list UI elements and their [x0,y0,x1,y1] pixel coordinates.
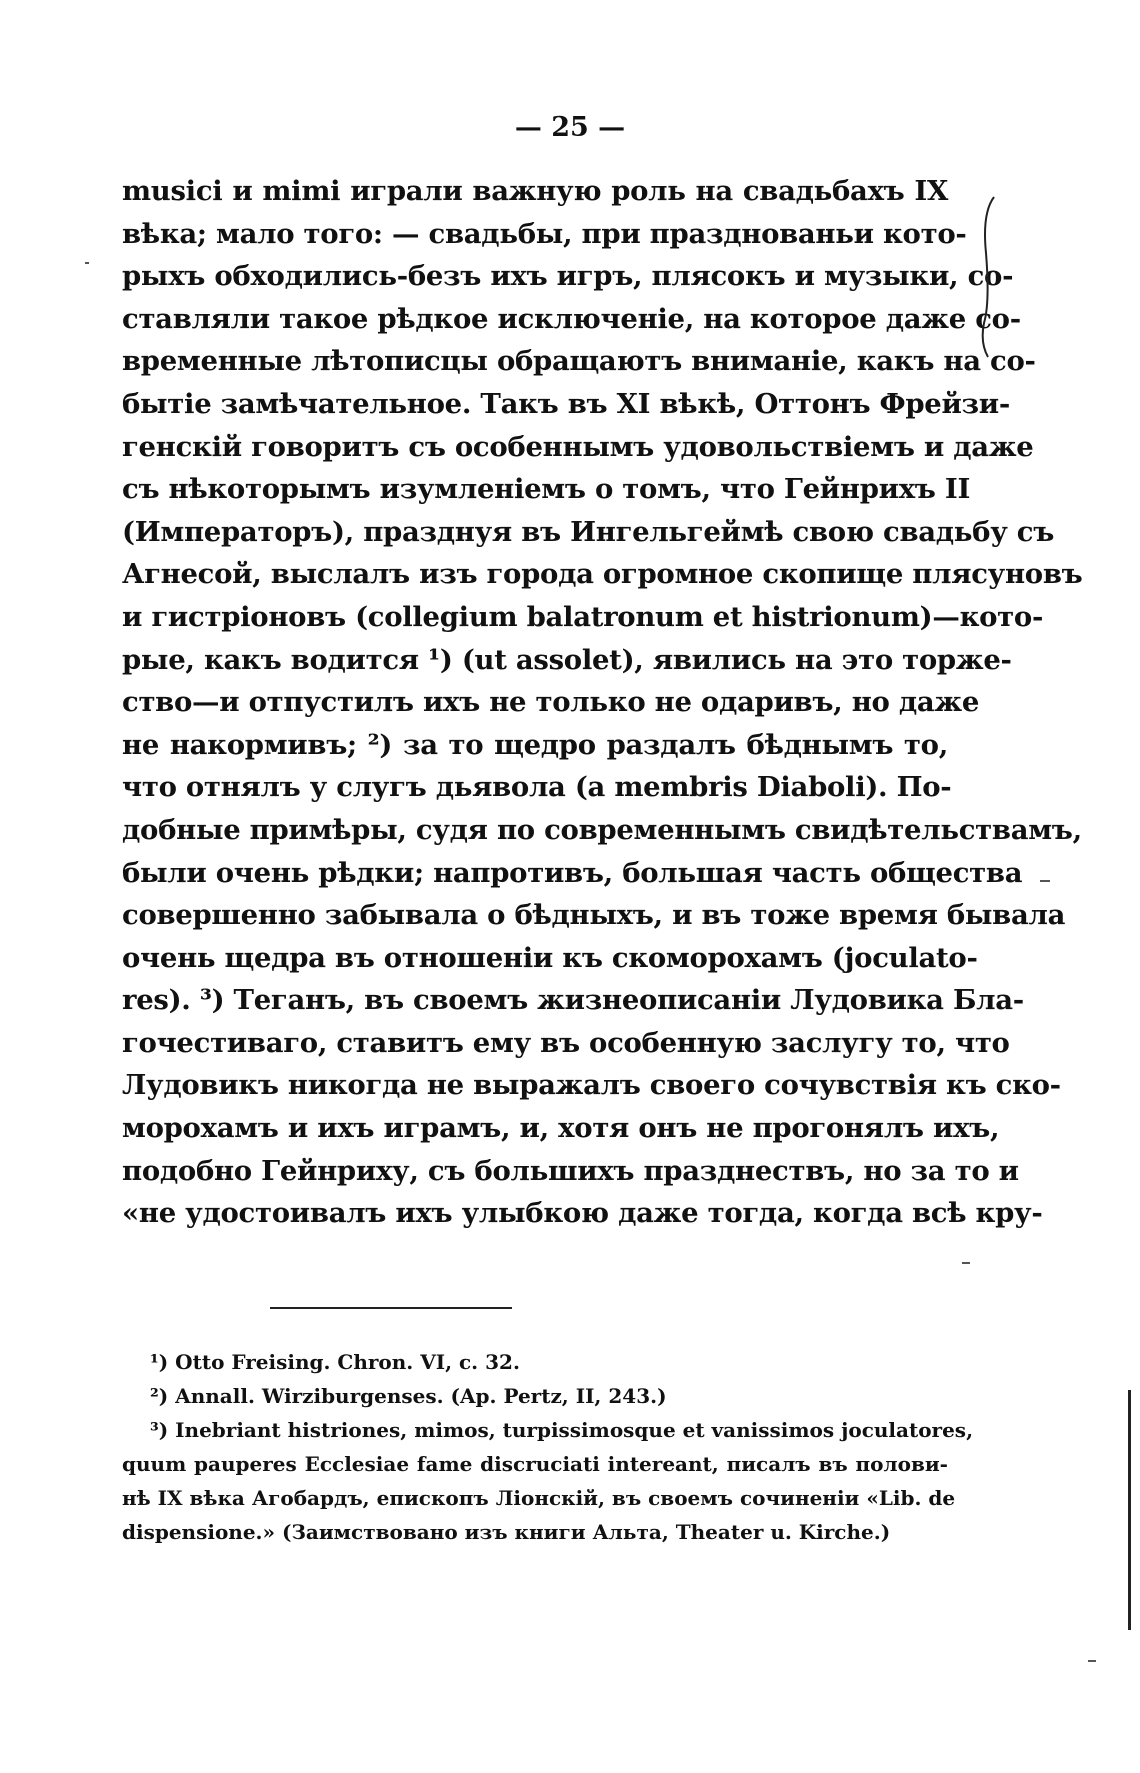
footnote-2: ²) Annall. Wirziburgenses. (Ap. Pertz, II, 243.) [150,1384,667,1408]
body-line: очень щедра въ отношенiи къ скоморохамъ (joculato- [122,941,978,974]
body-line: не накормивъ; ²) за то щедро раздалъ бѣднымъ то, [122,728,948,761]
margin-tick-mark [1040,880,1050,882]
body-text [122,170,1083,1235]
body-line: временные лѣтописцы обращаютъ вниманiе, какъ на со- [122,345,1036,378]
margin-tick-mark [962,1262,970,1264]
body-line: были очень рѣдки; напротивъ, большая часть общества [122,856,1023,889]
footnote-1: ¹) Otto Freising. Chron. VI, c. 32. [150,1350,520,1374]
body-line: Лудовикъ никогда не выражалъ своего сочувствiя къ ско- [122,1069,1061,1102]
body-line: что отнялъ у слугъ дьявола (a membris Diaboli). По- [122,771,952,804]
footnote-3-continued: нѣ IX вѣка Агобардъ, епископъ Лiонскiй, въ своемъ сочиненiи «Lib. de [122,1486,956,1510]
footnote-separator-rule [270,1307,512,1309]
body-line: морохамъ и ихъ играмъ, и, хотя онъ не прогонялъ ихъ, [122,1112,1000,1145]
page-number: — 25 — [514,112,626,143]
body-line: генскiй говоритъ съ особеннымъ удовольствiемъ и даже [122,430,1034,463]
body-line: совершенно забывала о бѣдныхъ, и въ тоже время бывала [122,899,1066,932]
footnote-3: ³) Inebriant histriones, mimos, turpissimosque et vanissimos joculatores, [150,1418,974,1442]
body-line: рыхъ обходились-безъ ихъ игръ, плясокъ и музыки, со- [122,260,1014,293]
margin-tick-mark [1088,1660,1096,1662]
body-line: рые, какъ водится ¹) (ut assolet), явились на это торже- [122,643,1012,676]
body-line: res). ³) Теганъ, въ своемъ жизнеописанiи Лудовика Бла- [122,984,1024,1017]
body-line: гочестиваго, ставитъ ему въ особенную заслугу то, что [122,1026,1010,1059]
footnotes [122,1345,974,1549]
body-line: musici и mimi играли важную роль на свадьбахъ IX [122,175,948,207]
body-line: Агнесой, выслалъ изъ города огромное скопище плясуновъ [122,558,1083,591]
body-line: подобно Гейнриху, съ большихъ празднествъ, но за то и [122,1154,1019,1187]
body-line: (Императоръ), празднуя въ Ингельгеймѣ свою свадьбу съ [122,515,1055,548]
margin-tick-mark [85,262,89,264]
page-edge-line [1128,1390,1131,1630]
body-line: ставляли такое рѣдкое исключенiе, на которое даже со- [122,302,1021,335]
footnote-3-continued: quum pauperes Ecclesiae fame discruciati intereant, писалъ въ полови- [122,1452,948,1476]
body-line: съ нѣкоторымъ изумленiемъ о томъ, что Гейнрихъ II [122,473,971,506]
body-line: и гистрiоновъ (collegium balatronum et histrionum)—кото- [122,600,1044,633]
body-line: вѣка; мало того: — свадьбы, при празднованьи кото- [122,217,967,250]
margin-bracket-mark [978,193,1000,361]
footnote-3-continued: dispensione.» (Заимствовано изъ книги Альта, Theater u. Kirche.) [122,1520,891,1544]
body-line: ство—и отпустилъ ихъ не только не одаривъ, но даже [122,686,980,719]
body-line: «не удостоивалъ ихъ улыбкою даже тогда, когда всѣ кру- [122,1197,1043,1230]
body-line: добные примѣры, судя по современнымъ свидѣтельствамъ, [122,813,1082,846]
body-line: бытiе замѣчательное. Такъ въ XI вѣкѣ, Оттонъ Фрейзи- [122,387,1011,420]
